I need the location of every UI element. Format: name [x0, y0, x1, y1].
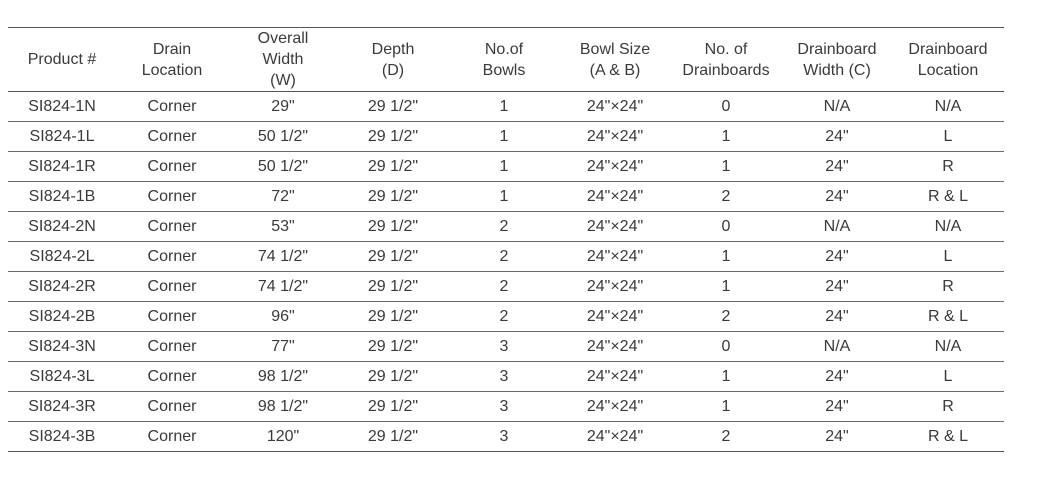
overall-width-cell: 96" — [228, 302, 338, 332]
drainboards-cell: 1 — [670, 152, 782, 182]
drainboard-location-cell: N/A — [892, 212, 1004, 242]
bowl-size-cell: 24"×24" — [560, 302, 670, 332]
header-line: Overall — [257, 30, 309, 47]
header-drain-location — [116, 28, 228, 92]
bowl-size-cell: 24"×24" — [560, 422, 670, 452]
drainboard-width-cell: N/A — [782, 332, 892, 362]
drainboards-cell: 1 — [670, 392, 782, 422]
overall-width-cell: 120" — [228, 422, 338, 452]
header-line: Bowl Size — [579, 40, 651, 58]
depth-cell: 29 1/2" — [338, 152, 448, 182]
drain-location-cell: Corner — [116, 242, 228, 272]
bowls-cell: 2 — [448, 302, 560, 332]
bowls-cell: 2 — [448, 212, 560, 242]
depth-cell: 29 1/2" — [338, 272, 448, 302]
header-product-number — [8, 28, 116, 92]
overall-width-cell: 53" — [228, 212, 338, 242]
drain-location-cell: Corner — [116, 422, 228, 452]
table-row — [8, 242, 1004, 272]
table-row — [8, 362, 1004, 392]
drain-location-cell: Corner — [116, 392, 228, 422]
header-bowl-size — [560, 28, 670, 92]
drainboard-location-cell: R — [892, 392, 1004, 422]
drainboard-width-cell: 24" — [782, 182, 892, 212]
drainboard-width-cell: 24" — [782, 392, 892, 422]
product-spec-table — [8, 27, 1004, 452]
bowls-cell: 1 — [448, 152, 560, 182]
depth-cell: 29 1/2" — [338, 422, 448, 452]
header-line: Bowls — [482, 61, 526, 79]
bowls-cell: 1 — [448, 122, 560, 152]
drain-location-cell: Corner — [116, 362, 228, 392]
drain-location-cell: Corner — [116, 182, 228, 212]
product-number-cell: SI824-3B — [8, 422, 116, 452]
overall-width-cell: 98 1/2" — [228, 362, 338, 392]
bowl-size-cell: 24"×24" — [560, 392, 670, 422]
bowl-size-cell: 24"×24" — [560, 332, 670, 362]
drainboards-cell: 1 — [670, 122, 782, 152]
drainboards-cell: 2 — [670, 422, 782, 452]
header-number-of-drainboards — [670, 28, 782, 92]
drainboard-location-cell: L — [892, 362, 1004, 392]
header-line: Drain — [152, 40, 192, 58]
bowl-size-cell: 24"×24" — [560, 362, 670, 392]
header-line: No. of — [704, 40, 748, 58]
depth-cell: 29 1/2" — [338, 182, 448, 212]
bowl-size-cell: 24"×24" — [560, 182, 670, 212]
overall-width-cell: 50 1/2" — [228, 152, 338, 182]
drainboard-width-cell: N/A — [782, 92, 892, 122]
table-row — [8, 392, 1004, 422]
product-number-cell: SI824-1B — [8, 182, 116, 212]
drain-location-cell: Corner — [116, 92, 228, 122]
bowls-cell: 3 — [448, 392, 560, 422]
depth-cell: 29 1/2" — [338, 242, 448, 272]
bowl-size-cell: 24"×24" — [560, 152, 670, 182]
header-row — [8, 28, 1004, 92]
depth-cell: 29 1/2" — [338, 92, 448, 122]
drainboard-location-cell: R & L — [892, 422, 1004, 452]
depth-cell: 29 1/2" — [338, 392, 448, 422]
drainboards-cell: 1 — [670, 242, 782, 272]
drainboards-cell: 0 — [670, 212, 782, 242]
bowls-cell: 2 — [448, 272, 560, 302]
drainboards-cell: 2 — [670, 302, 782, 332]
table-row — [8, 152, 1004, 182]
bowls-cell: 1 — [448, 92, 560, 122]
table-body — [8, 92, 1004, 452]
drainboard-location-cell: R — [892, 152, 1004, 182]
drainboard-width-cell: 24" — [782, 152, 892, 182]
header-overall-width — [228, 28, 338, 92]
header-drainboard-location — [892, 28, 1004, 92]
drain-location-cell: Corner — [116, 272, 228, 302]
drainboard-width-cell: 24" — [782, 362, 892, 392]
bowl-size-cell: 24"×24" — [560, 212, 670, 242]
header-number-of-bowls — [448, 28, 560, 92]
overall-width-cell: 29" — [228, 92, 338, 122]
header-line: Location — [141, 61, 203, 79]
bowl-size-cell: 24"×24" — [560, 122, 670, 152]
drainboard-location-cell: R — [892, 272, 1004, 302]
product-number-cell: SI824-2B — [8, 302, 116, 332]
overall-width-cell: 50 1/2" — [228, 122, 338, 152]
product-number-cell: SI824-1L — [8, 122, 116, 152]
drainboard-location-cell: L — [892, 242, 1004, 272]
drain-location-cell: Corner — [116, 152, 228, 182]
table-row — [8, 182, 1004, 212]
drainboards-cell: 0 — [670, 332, 782, 362]
table-header — [8, 28, 1004, 92]
drainboard-location-cell: L — [892, 122, 1004, 152]
header-line: (W) — [270, 72, 296, 89]
header-line: Location — [917, 61, 979, 79]
header-line: Depth — [371, 40, 415, 58]
bowls-cell: 3 — [448, 422, 560, 452]
product-number-cell: SI824-1R — [8, 152, 116, 182]
bowls-cell: 1 — [448, 182, 560, 212]
bowl-size-cell: 24"×24" — [560, 242, 670, 272]
drainboard-width-cell: 24" — [782, 422, 892, 452]
drainboards-cell: 1 — [670, 272, 782, 302]
overall-width-cell: 98 1/2" — [228, 392, 338, 422]
drainboard-location-cell: R & L — [892, 182, 1004, 212]
header-line: Width — [262, 51, 304, 68]
product-number-cell: SI824-3R — [8, 392, 116, 422]
drainboards-cell: 0 — [670, 92, 782, 122]
drainboard-width-cell: 24" — [782, 122, 892, 152]
drain-location-cell: Corner — [116, 122, 228, 152]
bowl-size-cell: 24"×24" — [560, 272, 670, 302]
header-line: (D) — [381, 61, 405, 79]
bowl-size-cell: 24"×24" — [560, 92, 670, 122]
depth-cell: 29 1/2" — [338, 122, 448, 152]
depth-cell: 29 1/2" — [338, 362, 448, 392]
product-number-cell: SI824-1N — [8, 92, 116, 122]
header-line: Drainboard — [797, 40, 877, 58]
header-line: (A & B) — [589, 61, 641, 79]
drainboard-width-cell: 24" — [782, 242, 892, 272]
header-line: Product # — [27, 51, 97, 68]
product-number-cell: SI824-2L — [8, 242, 116, 272]
table-row — [8, 422, 1004, 452]
drainboard-location-cell: N/A — [892, 92, 1004, 122]
drainboard-width-cell: 24" — [782, 272, 892, 302]
drainboard-location-cell: N/A — [892, 332, 1004, 362]
drainboards-cell: 2 — [670, 182, 782, 212]
overall-width-cell: 74 1/2" — [228, 242, 338, 272]
drain-location-cell: Corner — [116, 302, 228, 332]
table-row — [8, 302, 1004, 332]
bowls-cell: 3 — [448, 362, 560, 392]
table-row — [8, 272, 1004, 302]
drainboard-width-cell: 24" — [782, 302, 892, 332]
header-line: Drainboard — [908, 40, 988, 58]
product-number-cell: SI824-2N — [8, 212, 116, 242]
drainboard-width-cell: N/A — [782, 212, 892, 242]
depth-cell: 29 1/2" — [338, 302, 448, 332]
header-line: Drainboards — [682, 61, 770, 79]
drainboard-location-cell: R & L — [892, 302, 1004, 332]
product-number-cell: SI824-3L — [8, 362, 116, 392]
overall-width-cell: 74 1/2" — [228, 272, 338, 302]
product-number-cell: SI824-2R — [8, 272, 116, 302]
product-number-cell: SI824-3N — [8, 332, 116, 362]
drain-location-cell: Corner — [116, 212, 228, 242]
header-line: Width (C) — [803, 61, 871, 79]
depth-cell: 29 1/2" — [338, 212, 448, 242]
header-depth — [338, 28, 448, 92]
table-row — [8, 212, 1004, 242]
header-drainboard-width — [782, 28, 892, 92]
bowls-cell: 3 — [448, 332, 560, 362]
table-row — [8, 92, 1004, 122]
table-row — [8, 332, 1004, 362]
header-line: No.of — [484, 40, 524, 58]
table-row — [8, 122, 1004, 152]
depth-cell: 29 1/2" — [338, 332, 448, 362]
overall-width-cell: 77" — [228, 332, 338, 362]
bowls-cell: 2 — [448, 242, 560, 272]
drainboards-cell: 1 — [670, 362, 782, 392]
overall-width-cell: 72" — [228, 182, 338, 212]
drain-location-cell: Corner — [116, 332, 228, 362]
